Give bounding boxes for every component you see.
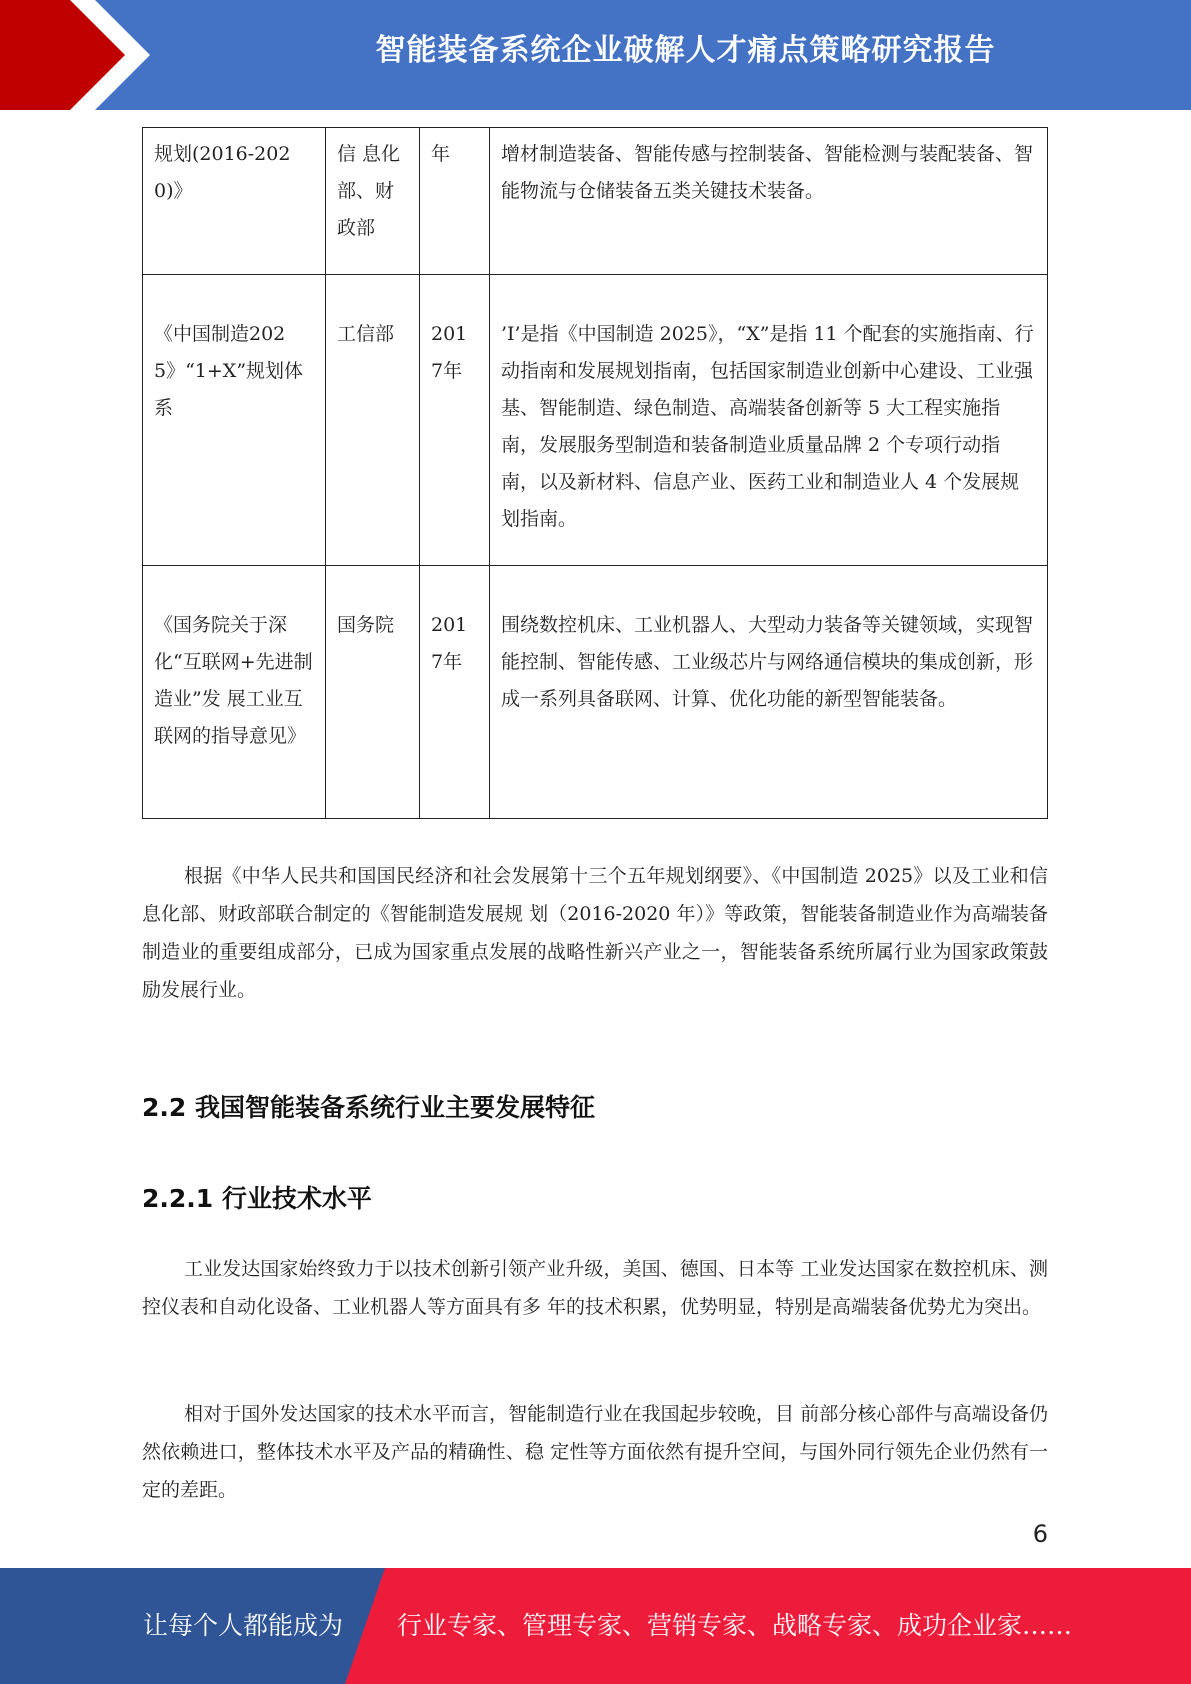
- header-chevron-icon: [0, 0, 160, 110]
- policy-name-cell: 《中国制造2025》“1+X”规划体系: [143, 275, 326, 566]
- department-cell: 工信部: [326, 275, 420, 566]
- section-heading-2-2-1: 2.2.1 行业技术水平: [142, 1184, 372, 1213]
- policy-name-cell: 《国务院关于深化“互联网+先进制造业”发 展工业互联网的指导意见》: [143, 566, 326, 819]
- tech-level-paragraph-2: 相对于国外发达国家的技术水平而言，智能制造行业在我国起步较晚，目 前部分核心部件与高端设备仍然依赖进口，整体技术水平及产品的精确性、稳 定性等方面依然有提升空间，与国外同行领先企业仍然有一定的差距。: [142, 1403, 1048, 1501]
- table-row: [143, 275, 1048, 566]
- policy-name-cell: 规划(2016-2020)》: [143, 128, 326, 275]
- policy-summary-paragraph: 根据《中华人民共和国国民经济和社会发展第十三个五年规划纲要》、《中国制造 2025》以及工业和信息化部、财政部联合制定的《智能制造发展规 划（2016-2020 年）》等政策，智能装备制造业作为高端装备制造业的重要组成部分，已成为国家重点发展的战略性新兴产业之一，智能装备系统所属行业为国家政策鼓励发展行业。: [142, 865, 1048, 1001]
- footer-slogan-left: 让每个人都能成为: [143, 1611, 344, 1640]
- report-title: 智能装备系统企业破解人才痛点策略研究报告: [375, 33, 996, 68]
- table-row: [143, 566, 1048, 819]
- content-cell: ’I’是指《中国制造 2025》，“X”是指 11 个配套的实施指南、行动指南和发展规划指南，包括国家制造业创新中心建设、工业强基、智能制造、绿色制造、高端装备创新等 5 大工程实施指南，发展服务型制造和装备制造业质量品牌 2 个专项行动指南，以及新材料、信息产业、医药工业和制造业人 4 个发展规划指南。: [490, 275, 1048, 566]
- department-cell: 信 息化部、财政部: [326, 128, 420, 275]
- year-cell: 2017年: [420, 275, 490, 566]
- year-cell: 2017年: [420, 566, 490, 819]
- page-footer: [0, 1568, 1191, 1684]
- department-cell: 国务院: [326, 566, 420, 819]
- footer-slogan-right: 行业专家、管理专家、营销专家、战略专家、成功企业家……: [397, 1611, 1073, 1640]
- content-cell: 增材制造装备、智能传感与控制装备、智能检测与装配装备、智能物流与仓储装备五类关键技术装备。: [490, 128, 1048, 275]
- page-number: 6: [1032, 1520, 1048, 1548]
- page-header: [0, 0, 1191, 110]
- section-heading-2-2: 2.2 我国智能装备系统行业主要发展特征: [142, 1093, 595, 1122]
- content-cell: 围绕数控机床、工业机器人、大型动力装备等关键领域，实现智能控制、智能传感、工业级芯片与网络通信模块的集成创新，形成一系列具备联网、计算、优化功能的新型智能装备。: [490, 566, 1048, 819]
- policy-table: [142, 127, 1048, 819]
- tech-level-paragraph-1: 工业发达国家始终致力于以技术创新引领产业升级，美国、德国、日本等 工业发达国家在数控机床、测控仪表和自动化设备、工业机器人等方面具有多 年的技术积累，优势明显，特别是高端装备优势尤为突出。: [142, 1258, 1048, 1318]
- year-cell: 年: [420, 128, 490, 275]
- table-row: [143, 128, 1048, 275]
